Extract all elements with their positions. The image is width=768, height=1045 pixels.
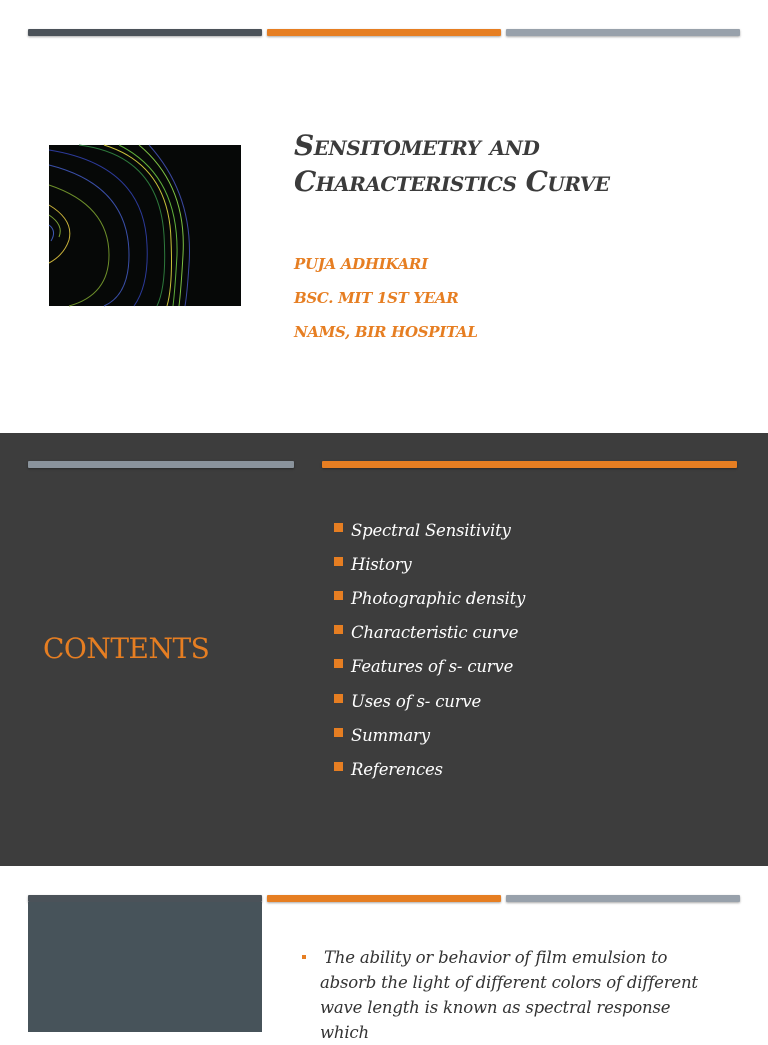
slide3-bar-orange bbox=[267, 895, 501, 902]
top-bar-gray bbox=[506, 29, 740, 36]
title-slide bbox=[0, 0, 768, 433]
paragraph-line: The ability or behavior of film emulsion to bbox=[324, 948, 668, 967]
top-bar-dark bbox=[28, 29, 262, 36]
top-bar-orange bbox=[267, 29, 501, 36]
contents-list bbox=[334, 513, 525, 787]
list-item: Uses of s- curve bbox=[334, 684, 525, 718]
slide3-bar-gray bbox=[506, 895, 740, 902]
contents-heading: CONTENTS bbox=[43, 632, 210, 665]
contents-bar-gray bbox=[28, 461, 294, 468]
bullet-square-icon bbox=[334, 694, 343, 703]
list-item: Spectral Sensitivity bbox=[334, 513, 525, 547]
list-item: Features of s- curve bbox=[334, 650, 525, 684]
body-paragraph bbox=[300, 945, 720, 1045]
list-item: Characteristic curve bbox=[334, 616, 525, 650]
bullet-square-icon bbox=[334, 762, 343, 771]
author-course: BSC. MIT 1ST YEAR bbox=[294, 289, 459, 307]
bullet-square-icon bbox=[334, 557, 343, 566]
author-institution: NAMS, BIR HOSPITAL bbox=[294, 323, 478, 341]
contents-slide bbox=[0, 433, 768, 866]
side-panel bbox=[28, 902, 262, 1032]
author-name: PUJA ADHIKARI bbox=[294, 255, 428, 273]
bullet-square-icon bbox=[334, 728, 343, 737]
spectral-sensitivity-slide bbox=[0, 866, 768, 1042]
author-info bbox=[294, 247, 478, 349]
paragraph-line: absorb the light of different colors of different bbox=[320, 973, 698, 992]
list-item: History bbox=[334, 547, 525, 581]
bullet-square-icon bbox=[334, 591, 343, 600]
bullet-square-icon bbox=[334, 523, 343, 532]
presentation-title: Sensitometry and Characteristics Curve bbox=[294, 129, 610, 198]
list-item: Summary bbox=[334, 718, 525, 752]
paragraph-line: wave length is known as spectral response which bbox=[320, 998, 671, 1042]
light-curves-graphic bbox=[49, 145, 241, 306]
bullet-square-icon bbox=[334, 625, 343, 634]
contents-bar-orange bbox=[322, 461, 737, 468]
list-item: Photographic density bbox=[334, 581, 525, 615]
decorative-curves-image bbox=[49, 145, 241, 306]
bullet-square-icon bbox=[334, 659, 343, 668]
list-item: References bbox=[334, 752, 525, 786]
slide3-bar-dark bbox=[28, 895, 262, 902]
